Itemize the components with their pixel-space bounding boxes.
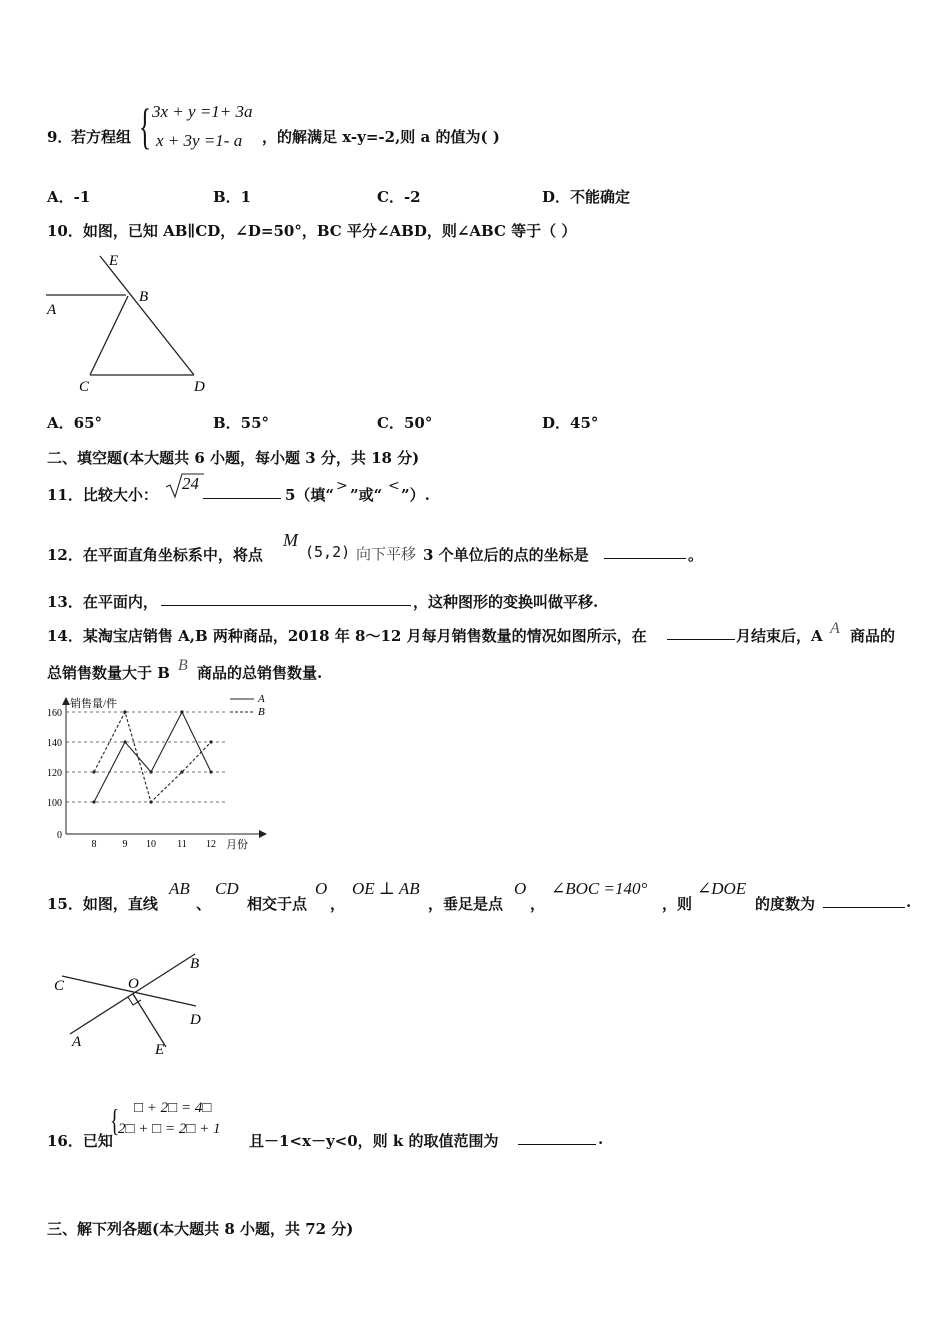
q9-number: 9． [47, 128, 73, 146]
chart-point-b [92, 770, 95, 773]
q15-text-2: ，垂足是点 [428, 895, 504, 913]
q14-answer-blank[interactable] [667, 625, 735, 640]
q15-label-e: E [155, 1042, 165, 1058]
legend-b-label: B [258, 706, 265, 718]
q15-separator: 、 [196, 895, 212, 913]
q12-answer-blank[interactable] [604, 544, 686, 559]
chart-point-a [123, 740, 126, 743]
q11-mid: ”或“ [350, 486, 383, 504]
chart-point-b [209, 740, 212, 743]
q11-suffix: 5（填“ [285, 486, 335, 504]
chart-x-tick: 10 [146, 839, 156, 850]
q10-label-e: E [109, 253, 119, 269]
q9-suffix: ，的解满足 x-y=-2,则 a 的值为( ) [262, 128, 500, 146]
q9-option-c: C．-2 [377, 188, 421, 206]
q10-option-c: C．50° [377, 414, 433, 432]
chart-x-tick: 8 [91, 839, 97, 850]
q15-figure [44, 948, 219, 1060]
chart-y-tick: 160 [47, 708, 62, 719]
q16-prefix: 16．已知 [47, 1132, 113, 1150]
q9-option-a: A．-1 [47, 188, 91, 206]
q10-option-b: B．55° [213, 414, 270, 432]
q10-figure [44, 248, 209, 398]
q16-equation-2: 2□ + □ = 2□ + 1 [118, 1121, 221, 1137]
chart-point-b [180, 770, 183, 773]
q13-suffix: ，这种图形的变换叫做平移. [413, 593, 599, 611]
q16-answer-blank[interactable] [518, 1130, 596, 1145]
q15-angle-doe: ∠DOE [697, 879, 747, 898]
q15-comma-2: ， [530, 895, 546, 913]
q13-prefix: 13．在平面内， [47, 593, 158, 611]
q13-answer-blank[interactable] [161, 591, 411, 606]
chart-point-a [209, 770, 212, 773]
chart-y-tick: 140 [47, 738, 62, 749]
q10-line-eb-d [100, 256, 194, 375]
q11-prefix: 11．比较大小： [47, 486, 158, 504]
chart-series-b-line [94, 712, 211, 802]
chart-point-a [180, 710, 183, 713]
chart-y-label: 销售量/件 [70, 698, 118, 710]
q9-brace: { [139, 98, 151, 154]
q15-prefix: 15．如图，直线 [47, 895, 158, 913]
section-2-heading: 二、填空题(本大题共 6 小题，每小题 3 分，共 18 分) [47, 449, 420, 467]
chart-point-b [123, 710, 126, 713]
chart-series-a-line [94, 712, 211, 802]
q14-line1-mid: 月结束后，A [736, 627, 823, 645]
q11-end: ”）. [401, 486, 430, 504]
q15-answer-blank[interactable] [823, 893, 905, 908]
q10-label-a: A [47, 302, 57, 318]
chart-x-tick: 11 [177, 839, 187, 850]
q14-line1-a: A [830, 620, 840, 637]
q15-comma-1: ， [330, 895, 346, 913]
legend-a-label: A [258, 693, 265, 705]
q9-option-d: D．不能确定 [542, 188, 631, 206]
q14-line1-suffix: 商品的 [850, 627, 896, 645]
q15-perp: OE ⊥ AB [352, 879, 420, 898]
q12-point-m: M [283, 530, 298, 550]
q9-prefix: 若方程组 [71, 128, 132, 146]
q10-label-b: B [139, 289, 149, 305]
q12-shift-text: 向下平移 [356, 545, 417, 563]
q15-label-a: A [72, 1034, 82, 1050]
q9-equation-1: 3x + y =1+ 3a [152, 102, 253, 121]
q10-line-bc [90, 296, 128, 375]
q15-line-ab [70, 954, 195, 1034]
q14-line2-b: B [178, 657, 188, 674]
q15-text-3: ，则 [662, 895, 693, 913]
q14-chart [40, 690, 280, 855]
q15-angle-boc: ∠BOC =140° [551, 879, 648, 898]
q11-lt-symbol: < [388, 478, 400, 494]
q10-label-c: C [79, 379, 90, 395]
q12-coordinate: (5,2) [305, 543, 351, 561]
q16-suffix: 且－1<x－y<0，则 k 的取值范围为 [249, 1132, 499, 1150]
q9-equation-2: x + 3y =1- a [156, 131, 243, 150]
chart-x-label: 月份 [226, 839, 248, 851]
q15-point-o-2: O [514, 879, 527, 898]
q15-line-ab: AB [169, 879, 190, 898]
chart-point-a [92, 800, 95, 803]
q15-text-4: 的度数为 [755, 895, 816, 913]
q15-end: . [906, 893, 912, 911]
chart-y-tick: 120 [47, 768, 62, 779]
q11-answer-blank[interactable] [203, 484, 281, 499]
q16-brace: { [110, 1102, 120, 1138]
q14-line2-prefix: 总销售数量大于 B [47, 664, 170, 682]
chart-x-tick: 9 [122, 839, 128, 850]
chart-point-a [149, 770, 152, 773]
chart-x-tick: 12 [206, 839, 216, 850]
q10-option-d: D．45° [542, 414, 599, 432]
q11-radicand: 24 [182, 474, 199, 493]
q10-label-d: D [194, 379, 205, 395]
q12-end: 。 [688, 546, 704, 564]
q15-label-o: O [128, 976, 139, 992]
q16-end: . [598, 1130, 604, 1148]
q11-gt-symbol: > [336, 478, 348, 494]
q12-prefix: 12．在平面直角坐标系中，将点 [47, 546, 263, 564]
q10-text: 10．如图，已知 AB∥CD，∠D=50°，BC 平分∠ABD，则∠ABC 等于（ ） [47, 222, 577, 240]
chart-y-tick: 100 [47, 798, 62, 809]
q14-line1-prefix: 14．某淘宝店销售 A,B 两种商品，2018 年 8～12 月每月销售数量的情况如图所示，在 [47, 627, 647, 645]
q15-line-cd: CD [215, 879, 239, 898]
q15-point-o-1: O [315, 879, 328, 898]
q15-text-1: 相交于点 [247, 895, 308, 913]
q15-label-d: D [190, 1012, 201, 1028]
q9-option-b: B．1 [213, 188, 252, 206]
chart-point-b [149, 800, 152, 803]
section-3-heading: 三、解下列各题(本大题共 8 小题，共 72 分) [47, 1220, 354, 1238]
q16-equation-1: □ + 2□ = 4□ [134, 1100, 212, 1116]
q15-label-b: B [190, 956, 200, 972]
q15-label-c: C [54, 978, 65, 994]
chart-y-tick: 0 [57, 830, 62, 841]
q14-line2-suffix: 商品的总销售数量. [197, 664, 323, 682]
q12-suffix: 3 个单位后的点的坐标是 [423, 546, 589, 564]
q10-option-a: A．65° [47, 414, 103, 432]
